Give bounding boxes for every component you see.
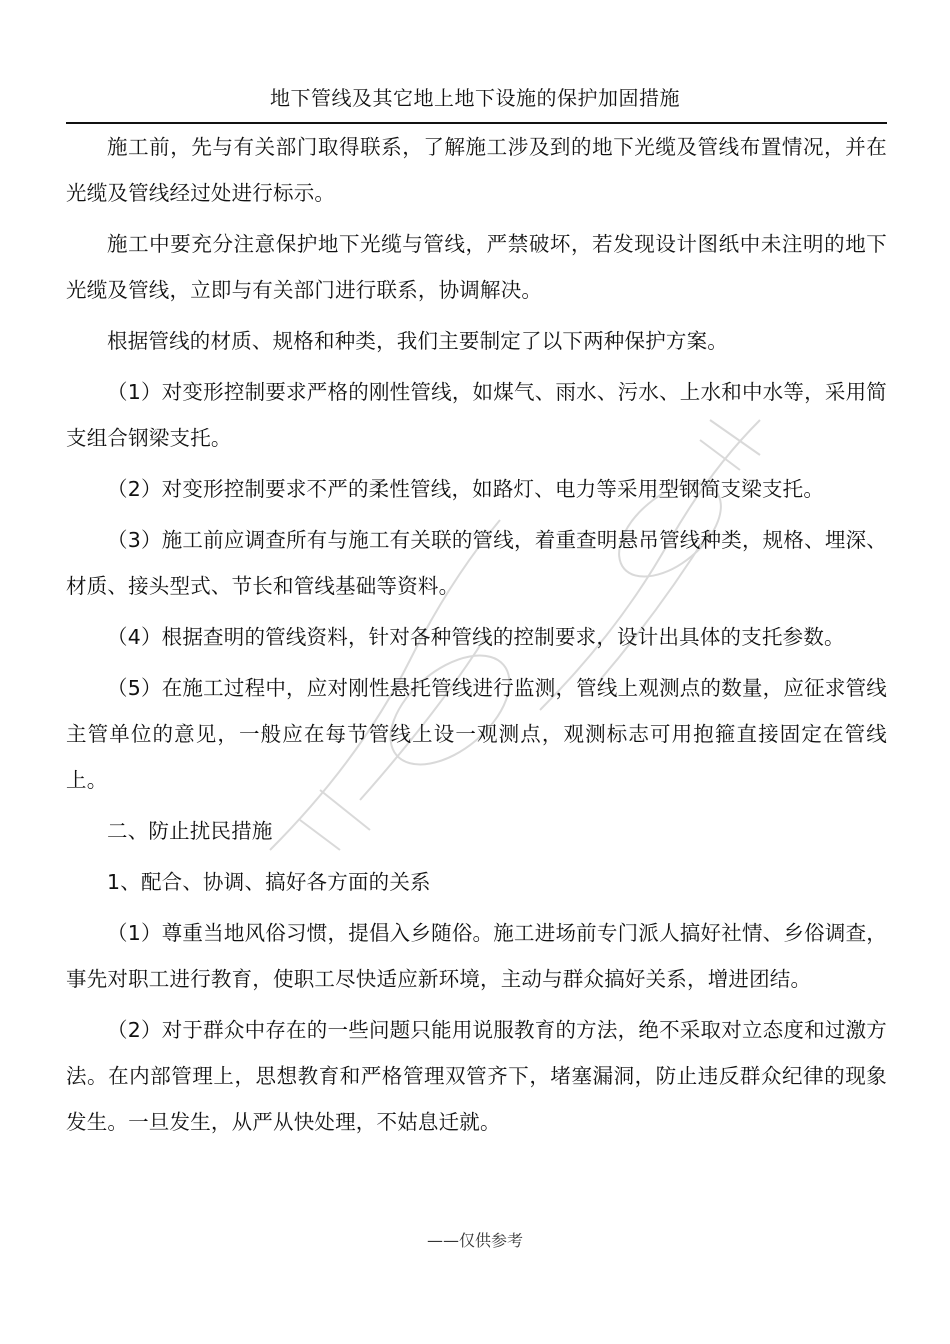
paragraph: 施工前，先与有关部门取得联系，了解施工涉及到的地下光缆及管线布置情况，并在光缆及管线经过处进行标示。 [66, 135, 887, 205]
list-item-paragraph: （2）对变形控制要求不严的柔性管线，如路灯、电力等采用型钢简支梁支托。 [107, 477, 825, 501]
list-item-paragraph: （4）根据查明的管线资料，针对各种管线的控制要求，设计出具体的支托参数。 [107, 625, 845, 649]
page-title: 地下管线及其它地上地下设施的保护加固措施 [270, 86, 680, 110]
paragraph: 施工中要充分注意保护地下光缆与管线，严禁破坏，若发现设计图纸中未注明的地下光缆及管线，立即与有关部门进行联系，协调解决。 [66, 232, 887, 302]
list-item-paragraph: （1）对变形控制要求严格的刚性管线，如煤气、雨水、污水、上水和中水等，采用简支组合钢梁支托。 [66, 380, 887, 450]
list-item-paragraph: （2）对于群众中存在的一些问题只能用说服教育的方法，绝不采取对立态度和过激方法。在内部管理上，思想教育和严格管理双管齐下，堵塞漏洞，防止违反群众纪律的现象发生。一旦发生，从严从快处理，不姑息迁就。 [66, 1018, 887, 1134]
list-item-paragraph: （5）在施工过程中，应对刚性悬托管线进行监测，管线上观测点的数量，应征求管线主管单位的意见，一般应在每节管线上设一观测点，观测标志可用抱箍直接固定在管线上。 [66, 676, 887, 792]
list-item-paragraph: （1）尊重当地风俗习惯，提倡入乡随俗。施工进场前专门派人搞好社情、乡俗调查，事先对职工进行教育，使职工尽快适应新环境，主动与群众搞好关系，增进团结。 [66, 921, 887, 991]
list-item-paragraph: （3）施工前应调查所有与施工有关联的管线，着重查明悬吊管线种类，规格、埋深、材质、接头型式、节长和管线基础等资料。 [66, 528, 887, 598]
footer-note: ——仅供参考 [426, 1231, 523, 1250]
paragraph: 根据管线的材质、规格和种类，我们主要制定了以下两种保护方案。 [107, 329, 728, 353]
document-body [66, 124, 887, 1145]
subsection-heading: 1、配合、协调、搞好各方面的关系 [107, 870, 431, 894]
section-heading: 二、防止扰民措施 [107, 819, 273, 843]
